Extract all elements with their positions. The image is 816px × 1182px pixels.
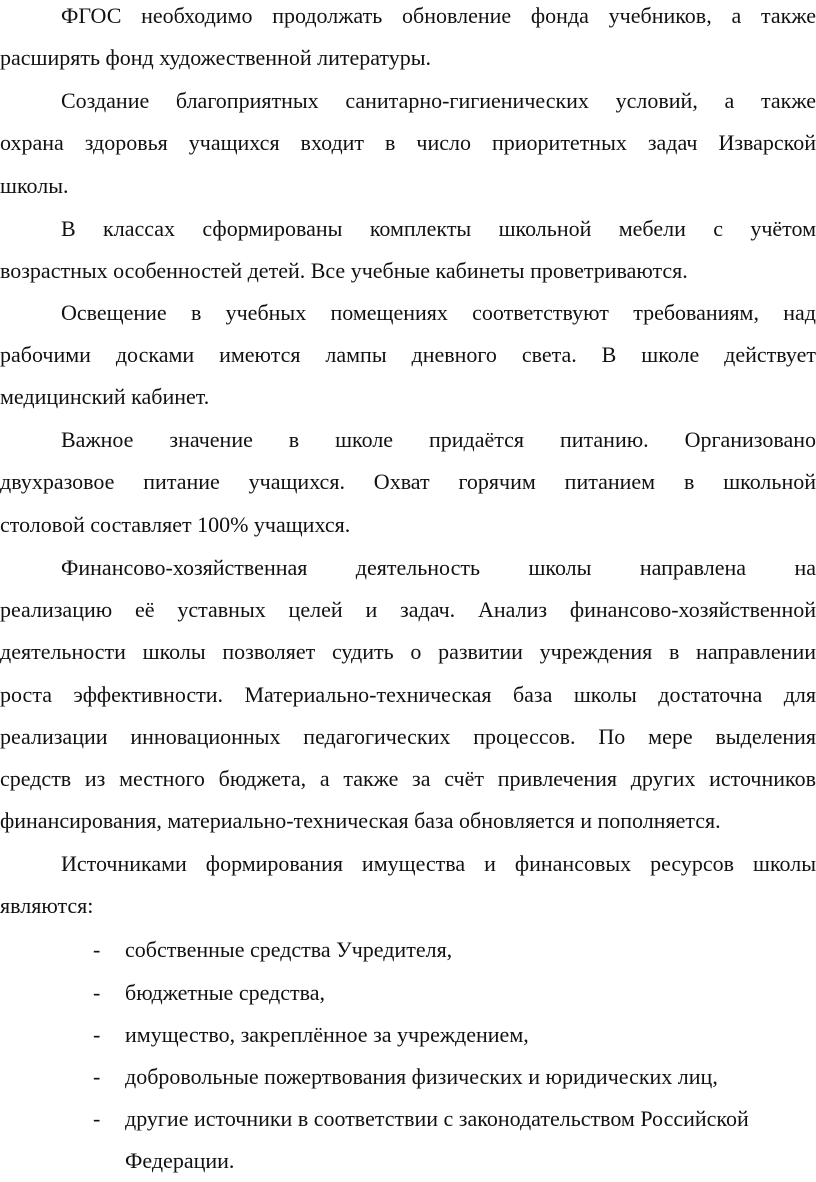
text-line: возрастных особенностей детей. Все учебные кабинеты проветриваются. (0, 258, 688, 283)
text-line: столовой составляет 100% учащихся. (0, 512, 351, 537)
list-item-text: имущество, закреплённое за учреждением, (125, 1022, 529, 1047)
text-line: Создание благоприятных санитарно-гигиенических условий, а также (61, 88, 816, 113)
text-line: В классах сформированы комплекты школьной мебели с учётом (61, 216, 816, 241)
text-line: Важное значение в школе придаётся питанию. Организовано (61, 427, 816, 452)
text-line: школы. (0, 173, 69, 198)
text-line: роста эффективности. Материально-техническая база школы достаточна для (0, 682, 816, 707)
text-line: Источниками формирования имущества и финансовых ресурсов школы (61, 851, 816, 876)
text-line: ФГОС необходимо продолжать обновление фонда учебников, а также (61, 3, 816, 28)
text-line: реализации инновационных педагогических процессов. По мере выделения (0, 724, 816, 749)
list-item-text: добровольные пожертвования физических и юридических лиц, (125, 1064, 718, 1089)
text-line: Финансово-хозяйственная деятельность школы направлена на (61, 555, 816, 580)
list-bullet: - (93, 1106, 101, 1131)
list-item-continuation: Федерации. (125, 1148, 235, 1173)
text-line: двухразовое питание учащихся. Охват горячим питанием в школьной (0, 469, 816, 494)
list-item-text: другие источники в соответствии с законодательством Российской (125, 1106, 749, 1131)
text-line: медицинский кабинет. (0, 384, 210, 409)
text-line: расширять фонд художественной литературы. (0, 45, 432, 70)
text-line: реализацию её уставных целей и задач. Анализ финансово-хозяйственной (0, 597, 816, 622)
list-item-text: бюджетные средства, (125, 980, 325, 1005)
text-line: охрана здоровья учащихся входит в число приоритетных задач Изварской (0, 130, 816, 155)
text-line: рабочими досками имеются лампы дневного света. В школе действует (0, 342, 816, 367)
list-bullet: - (93, 980, 101, 1005)
list-item-text: собственные средства Учредителя, (125, 937, 453, 962)
list-bullet: - (93, 1022, 101, 1047)
text-line: средств из местного бюджета, а также за счёт привлечения других источников (0, 766, 816, 791)
text-line: Освещение в учебных помещениях соответствуют требованиям, над (61, 300, 816, 325)
list-bullet: - (93, 937, 101, 962)
text-line: деятельности школы позволяет судить о развитии учреждения в направлении (0, 639, 816, 664)
text-line: финансирования, материально-техническая база обновляется и пополняется. (0, 808, 721, 833)
list-bullet: - (93, 1064, 101, 1089)
text-line: являются: (0, 893, 94, 918)
